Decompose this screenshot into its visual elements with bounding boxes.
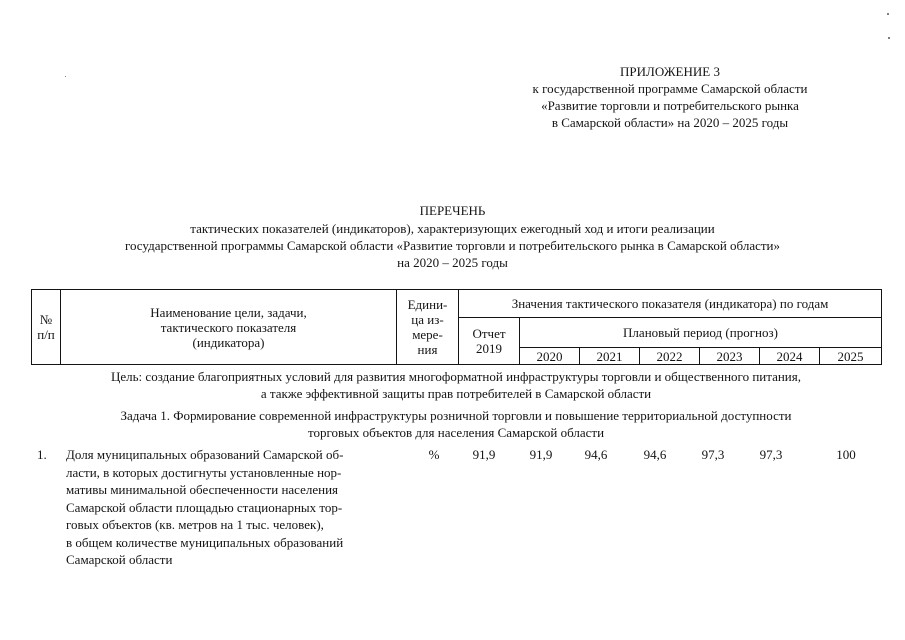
goal-line: а также эффективной защиты прав потребителей в Самарской области [260,386,652,401]
appendix-line: «Развитие торговли и потребительского рынка [541,98,799,113]
appendix-title: ПРИЛОЖЕНИЕ 3 [620,64,720,79]
header-unit: Едини- ца из- мере- ния [397,290,459,365]
indicator-name: Доля муниципальных образований Самарской об- ласти, в которых достигнуты установленные нор- мативы минимальной обеспеченности населения Самарской области площадью стационарных тор- говых объектов (кв. метров на 1 тыс. человек), в общем количестве муниципальных образований Самарской области [66,447,344,567]
row-number: 1. [37,447,47,462]
header-report: Отчет 2019 [459,318,520,365]
goal-line: Цель: создание благоприятных условий для развития многоформатной инфраструктуры торговли и общественного питания, [110,369,801,384]
scan-speck [887,13,889,15]
value-2024: 97,3 [759,447,783,462]
header-year: 2025 [820,348,882,365]
value-2019: 91,9 [472,447,496,462]
header-values-by-year: Значения тактического показателя (индикатора) по годам [459,290,882,318]
goal-text [31,368,881,402]
value-2022: 94,6 [643,447,667,462]
title-line: тактических показателей (индикаторов), характеризующих ежегодный ход и итоги реализации [190,221,715,236]
title-line: на 2020 – 2025 годы [397,255,508,270]
header-year: 2022 [640,348,700,365]
indicator-unit: % [428,447,440,462]
indicator-table-header [31,289,882,365]
header-num: № п/п [32,290,61,365]
header-plan-period: Плановый период (прогноз) [520,318,882,348]
task-text [31,407,881,441]
document-heading: ПЕРЕЧЕНЬ [419,203,486,218]
appendix-line: к государственной программе Самарской области [532,81,808,96]
title-line: государственной программы Самарской области «Развитие торговли и потребительского рынка в Самарской области» [124,238,781,253]
header-year: 2023 [700,348,760,365]
scan-speck [65,76,66,77]
value-2020: 91,9 [529,447,553,462]
document-title [40,202,865,271]
task-line: Задача 1. Формирование современной инфраструктуры розничной торговли и повышение территориальной доступности [120,408,792,423]
header-year: 2021 [580,348,640,365]
scan-speck [888,37,890,39]
value-2021: 94,6 [584,447,608,462]
value-2023: 97,3 [701,447,725,462]
header-year: 2020 [520,348,580,365]
appendix-header [470,63,870,131]
appendix-line: в Самарской области» на 2020 – 2025 годы [551,115,789,130]
header-year: 2024 [760,348,820,365]
task-line: торговых объектов для населения Самарской области [307,425,605,440]
value-2025: 100 [836,447,856,462]
header-name: Наименование цели, задачи, тактического показателя (индикатора) [61,290,397,365]
